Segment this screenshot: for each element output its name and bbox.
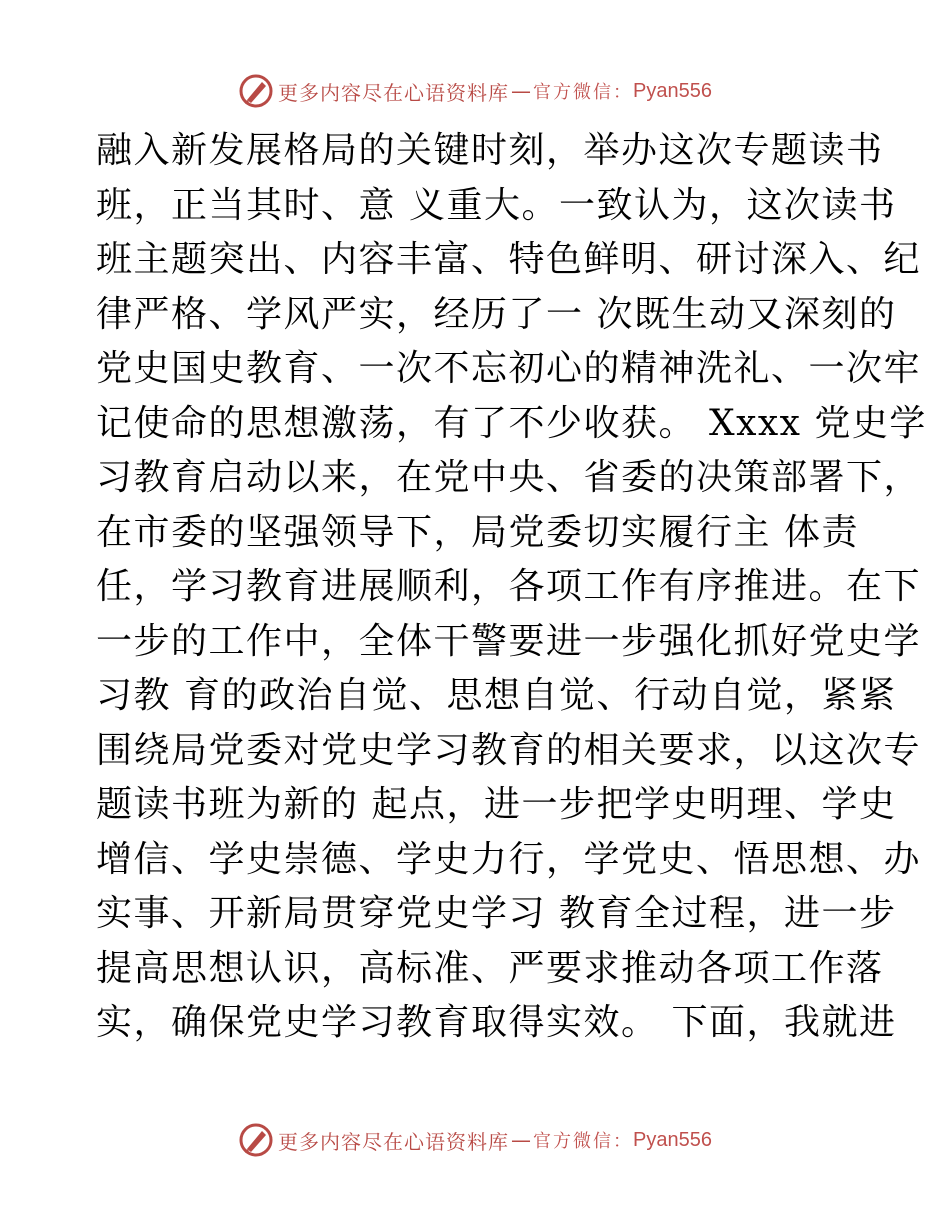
footer-banner xyxy=(0,1117,950,1163)
banner-title: 更多内容尽在心语资料库 xyxy=(278,1129,510,1154)
header-banner xyxy=(0,68,950,114)
body-line: 在市委的坚强领导下，局党委切实履行主 体责 xyxy=(96,511,859,553)
body-line: 习教育启动以来，在党中央、省委的决策部署下， xyxy=(96,457,922,498)
banner-wechat-id: Pyan556 xyxy=(633,1128,712,1151)
body-line: 律严格、学风严实，经历了一 次既生动又深刻的 xyxy=(96,293,897,335)
body-line: 增信、学史崇德、学史力行，学党史、悟思想、办 xyxy=(96,838,922,880)
banner-wechat-id: Pyan556 xyxy=(633,79,712,102)
banner-title: 更多内容尽在心语资料库 xyxy=(278,80,510,105)
body-line: 班主题突出、内容丰富、特色鲜明、研讨深入、纪 xyxy=(96,239,922,280)
body-line: 实事、开新局贯穿党史学习 教育全过程，进一步 xyxy=(96,893,897,934)
body-line: 一步的工作中，全体干警要进一步强化抓好党史学 xyxy=(96,620,922,662)
banner-wechat-label: 官方微信： xyxy=(533,1131,634,1152)
document-body xyxy=(96,124,927,1051)
body-line: 任，学习教育进展顺利，各项工作有序推进。在下 xyxy=(96,566,922,607)
banner-separator: — xyxy=(511,79,532,103)
pen-logo-icon xyxy=(238,73,274,109)
body-line: 班，正当其时、意 义重大。一致认为，这次读书 xyxy=(96,184,897,226)
body-line: 实，确保党史学习教育取得实效。 下面，我就进 xyxy=(96,1002,897,1043)
banner-separator: — xyxy=(511,1128,532,1152)
pen-logo-icon xyxy=(238,1122,274,1158)
body-line: 记使命的思想激荡，有了不少收获。 Xxxx 党史学 xyxy=(96,402,927,444)
body-line: 围绕局党委对党史学习教育的相关要求，以这次专 xyxy=(96,729,922,771)
body-line: 提高思想认识，高标准、严要求推动各项工作落 xyxy=(96,947,884,989)
body-line: 党史国史教育、一次不忘初心的精神洗礼、一次牢 xyxy=(96,348,922,389)
body-line: 题读书班为新的 起点，进一步把学史明理、学史 xyxy=(96,784,897,825)
body-line: 融入新发展格局的关键时刻，举办这次专题读书 xyxy=(96,130,884,171)
body-line: 习教 育的政治自觉、思想自觉、行动自觉，紧紧 xyxy=(96,675,897,716)
banner-wechat-label: 官方微信： xyxy=(533,82,634,103)
